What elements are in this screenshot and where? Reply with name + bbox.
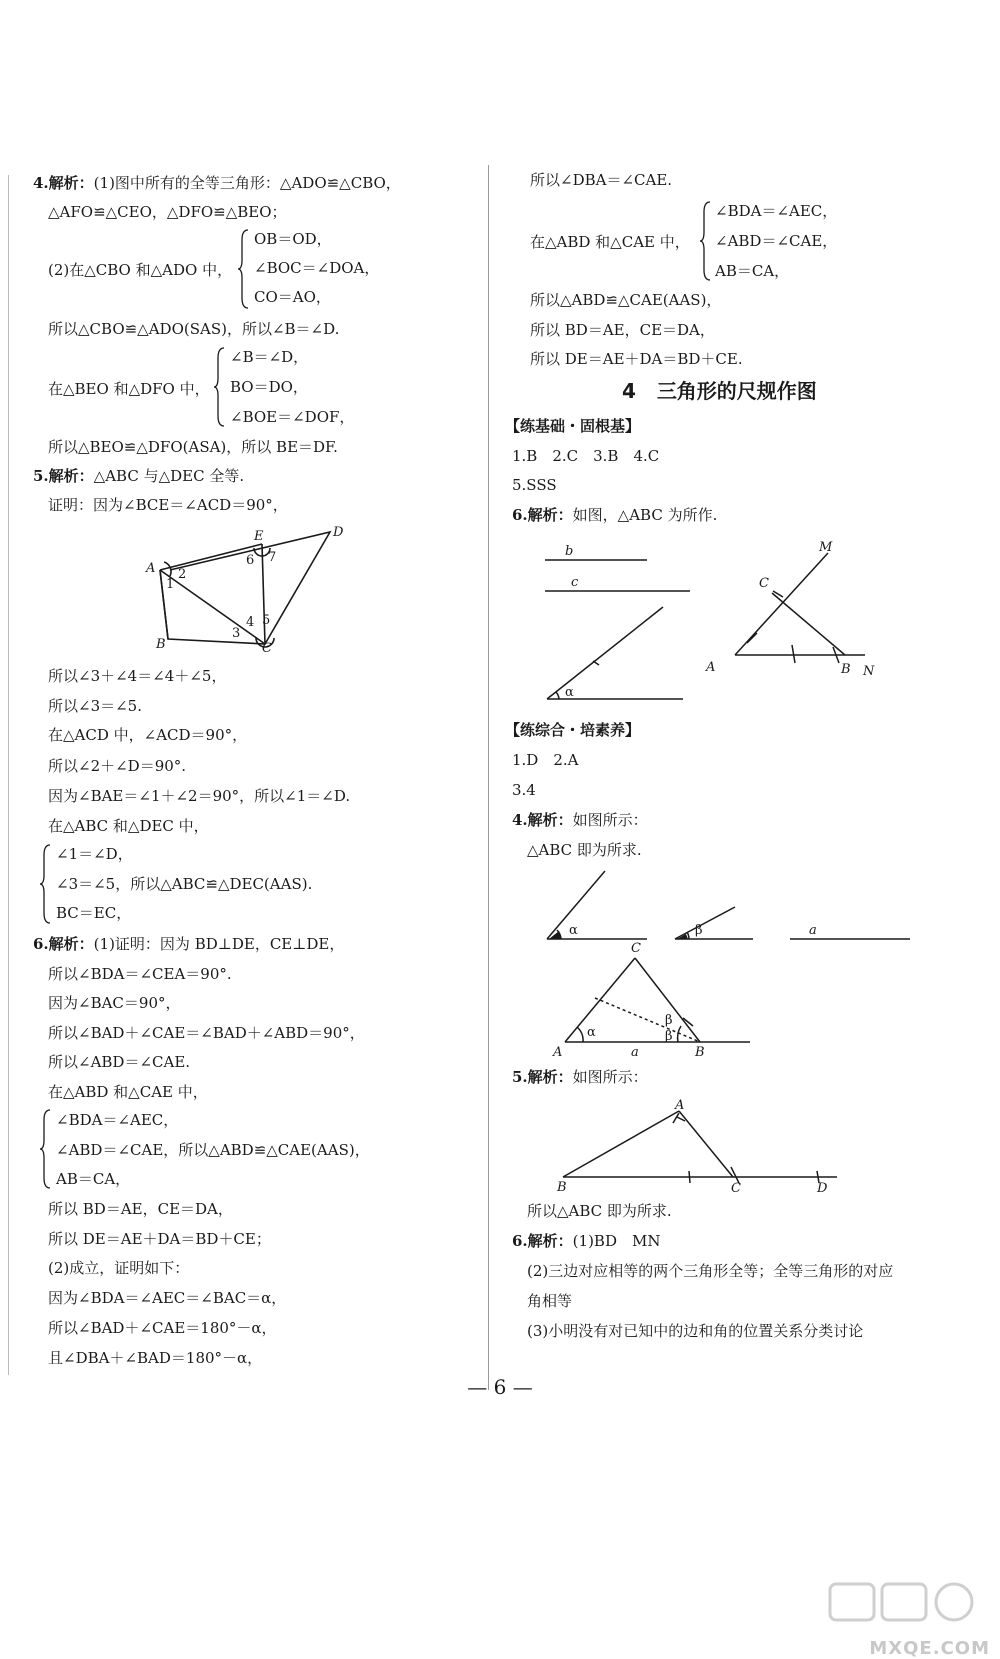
q6-head: 6.解析：	[33, 935, 94, 953]
section-heading	[622, 381, 817, 401]
q5-figure	[140, 520, 360, 660]
fig5-label-c: C	[262, 641, 272, 656]
watermark-text: MXQE.COM	[869, 1638, 990, 1659]
q5-right-line	[512, 1067, 648, 1087]
q6-text: (1)证明：因为 BD⊥DE，CE⊥DE，	[93, 935, 345, 953]
fig4-copy-alpha: α	[587, 1025, 596, 1040]
fig6-label-b2: B	[841, 662, 851, 677]
arc-mark	[792, 645, 795, 663]
q5-right-head: 5.解析：	[512, 1068, 573, 1086]
fig4-copy-beta-2: β	[665, 1029, 673, 1044]
answers-1-2: 1.D 2.A	[512, 751, 579, 769]
fig5-angle-1: 1	[166, 577, 175, 592]
fig5-label-a: A	[146, 561, 156, 576]
r-line-3: 所以△ABD≌△CAE(AAS)，	[530, 291, 722, 309]
q6b-line-1	[512, 1231, 660, 1251]
answer-5: 5.SSS	[512, 476, 557, 494]
q5-head: 5.解析：	[33, 467, 94, 485]
arc-mark	[593, 661, 599, 665]
answers-1-4: 1.B 2.C 3.B 4.C	[512, 447, 660, 465]
brace	[214, 346, 226, 428]
q4-head: 4.解析：	[33, 174, 94, 192]
fig5r-label-d: D	[817, 1181, 828, 1196]
q4-brace2-row2: BO＝DO，	[230, 378, 308, 396]
q5-line-5: 在△ACD 中，∠ACD＝90°，	[48, 726, 248, 744]
section-title: 三角形的尺规作图	[656, 379, 817, 403]
fig5-angle-5: 5	[262, 613, 271, 628]
r-brace-row1: ∠BDA＝∠AEC，	[715, 202, 838, 220]
r-line-2: 在△ABD 和△CAE 中，	[530, 233, 690, 251]
q5-line-1	[33, 466, 244, 486]
q4-right-line	[512, 810, 648, 830]
q4-right-head: 4.解析：	[512, 811, 573, 829]
q6-line-8: 所以 DE＝AE＋DA＝BD＋CE；	[48, 1230, 271, 1248]
q6-line-9: (2)成立，证明如下：	[48, 1259, 190, 1277]
q4-line-1	[33, 173, 401, 193]
q5-line-4: 所以∠3＝∠5.	[48, 697, 142, 715]
q6b-head: 6.解析：	[512, 1232, 573, 1250]
q4-line-2: △AFO≌△CEO，△DFO≌△BEO；	[48, 203, 287, 221]
q6b-line-3: 角相等	[527, 1292, 573, 1310]
segment-ec	[262, 544, 265, 644]
watermark-logo-icon	[820, 1582, 990, 1642]
q5-line-3: 所以∠3＋∠4＝∠4＋∠5，	[48, 667, 227, 685]
fig5r-label-b: B	[557, 1180, 567, 1195]
fig5-angle-2: 2	[178, 567, 187, 582]
r-brace-row3: AB＝CA，	[715, 262, 790, 280]
construction-line	[595, 998, 700, 1042]
section-number: 4	[622, 379, 636, 403]
brace	[238, 228, 250, 310]
q4-brace2-row3: ∠BOE＝∠DOF，	[230, 408, 355, 426]
q6-line-10: 因为∠BDA＝∠AEC＝∠BAC＝α，	[48, 1289, 287, 1307]
fig4-label-c: C	[631, 941, 641, 956]
arc-mark	[747, 633, 757, 643]
q4-line-5: 在△BEO 和△DFO 中，	[48, 380, 210, 398]
fig5-angle-7: 7	[268, 550, 277, 565]
q6-line-11: 所以∠BAD＋∠CAE＝180°－α，	[48, 1319, 277, 1337]
q4-right-text: 如图所示：	[572, 811, 648, 829]
fig5-angle-4: 4	[246, 615, 255, 630]
column-divider	[488, 165, 489, 1390]
q6-line-2: 所以∠BDA＝∠CEA＝90°.	[48, 965, 232, 983]
q4-line-6: 所以△BEO≌△DFO(ASA)，所以 BE＝DF.	[48, 438, 338, 456]
construction-figure-2	[535, 866, 935, 1071]
fig5-label-d: D	[333, 525, 344, 540]
q6-right-head: 6.解析：	[512, 506, 573, 524]
fig5-angle-3: 3	[232, 626, 241, 641]
q4-text: (1)图中所有的全等三角形：△ADO≌△CBO，	[93, 174, 401, 192]
q6-brace-row3: AB＝CA，	[56, 1170, 131, 1188]
answer-3: 3.4	[512, 781, 536, 799]
q5-brace-row3: BC＝EC，	[56, 904, 132, 922]
fig5r-label-c: C	[731, 1181, 741, 1196]
q4-line-3: (2)在△CBO 和△ADO 中，	[48, 261, 233, 279]
triangle-side-ac	[565, 958, 635, 1042]
fig4-copy-a: a	[631, 1045, 639, 1060]
q6-line-5: 所以∠ABD＝∠CAE.	[48, 1053, 191, 1071]
q6-line-7: 所以 BD＝AE，CE＝DA，	[48, 1200, 233, 1218]
q5-brace-row1: ∠1＝∠D，	[56, 845, 133, 863]
q4-brace1-row3: CO＝AO，	[254, 288, 331, 306]
q6b-line-2: (2)三边对应相等的两个三角形全等；全等三角形的对应	[527, 1262, 894, 1280]
q4-brace1-row2: ∠BOC＝∠DOA，	[254, 259, 380, 277]
construction-figure-3	[555, 1095, 855, 1195]
q6-brace-row2: ∠ABD＝∠CAE，所以△ABD≌△CAE(AAS)，	[56, 1141, 370, 1159]
q5-line-8: 在△ABC 和△DEC 中，	[48, 817, 209, 835]
q6-line-1	[33, 934, 344, 954]
fig5-label-b: B	[156, 637, 166, 652]
fig6-label-m: M	[819, 540, 833, 555]
q6-right-text: 如图，△ABC 为所作.	[572, 506, 718, 524]
q4-brace1-row1: OB＝OD，	[254, 230, 332, 248]
q5-line-2: 证明：因为∠BCE＝∠ACD＝90°，	[48, 496, 288, 514]
side-ac	[679, 1111, 733, 1177]
brace	[700, 200, 712, 282]
q5-right-line-2: 所以△ABC 即为所求.	[527, 1202, 672, 1220]
fig6-label-c2: C	[759, 576, 769, 591]
r-line-4: 所以 BD＝AE，CE＝DA，	[530, 321, 715, 339]
tag-basic: 【练基础・固根基】	[505, 417, 641, 435]
fig6-label-a: A	[706, 660, 716, 675]
fig4-label-alpha: α	[569, 923, 578, 938]
brace	[40, 1108, 52, 1190]
q4-brace2-row1: ∠B＝∠D，	[230, 348, 309, 366]
alpha-arc-copy	[577, 1027, 583, 1042]
fig4-label-beta: β	[695, 923, 703, 938]
q6-line-3: 因为∠BAC＝90°，	[48, 994, 181, 1012]
fig4-label-a-vertex: A	[553, 1045, 563, 1060]
q6-brace-row1: ∠BDA＝∠AEC，	[56, 1111, 179, 1129]
watermark	[820, 1582, 990, 1659]
fig5-angle-6: 6	[246, 553, 255, 568]
fig4-copy-beta-1: β	[665, 1013, 673, 1028]
fig5r-label-a: A	[675, 1098, 685, 1113]
tag-comprehensive: 【练综合・培素养】	[505, 721, 641, 739]
segment-cb	[772, 593, 845, 655]
page-number: — 6 —	[467, 1375, 533, 1399]
q6-line-4: 所以∠BAD＋∠CAE＝∠BAD＋∠ABD＝90°，	[48, 1024, 365, 1042]
fig6-label-n: N	[863, 664, 875, 679]
q5-brace-row2: ∠3＝∠5，所以△ABC≌△DEC(AAS).	[56, 875, 313, 893]
q6b-line-4: (3)小明没有对已知中的边和角的位置关系分类讨论	[527, 1322, 864, 1340]
q5-right-text: 如图所示：	[572, 1068, 648, 1086]
q4-right-line-2: △ABC 即为所求.	[527, 841, 642, 859]
angle-arc-alpha	[556, 692, 559, 699]
side-ba	[563, 1111, 679, 1177]
r-brace-row2: ∠ABD＝∠CAE，	[715, 232, 838, 250]
fig6-label-alpha: α	[565, 685, 574, 700]
arc-mark	[689, 1171, 690, 1183]
q6-line-6: 在△ABD 和△CAE 中，	[48, 1083, 208, 1101]
brace	[40, 843, 52, 925]
left-margin-rule	[8, 175, 9, 1375]
r-line-1: 所以∠DBA＝∠CAE.	[530, 171, 673, 189]
q6b-text: (1)BD MN	[572, 1232, 661, 1250]
construction-figure-1	[535, 535, 925, 715]
r-line-5: 所以 DE＝AE＋DA＝BD＋CE.	[530, 350, 743, 368]
q4-line-4: 所以△CBO≌△ADO(SAS)，所以∠B＝∠D.	[48, 320, 340, 338]
fig6-label-b: b	[565, 544, 574, 559]
fig4-label-a: a	[809, 923, 817, 938]
given-beta-ray	[675, 907, 735, 939]
q5-line-7: 因为∠BAE＝∠1＋∠2＝90°，所以∠1＝∠D.	[48, 787, 351, 805]
fig6-label-c: c	[571, 575, 579, 590]
q6-right-line	[512, 505, 717, 525]
fig4-label-b: B	[695, 1045, 705, 1060]
ray-am	[735, 553, 828, 655]
q5-line-6: 所以∠2＋∠D＝90°.	[48, 757, 187, 775]
segment-ac	[160, 570, 265, 644]
q6-line-12: 且∠DBA＋∠BAD＝180°－α，	[48, 1349, 263, 1367]
q5-text: △ABC 与△DEC 全等.	[93, 467, 245, 485]
fig5-label-e: E	[254, 529, 264, 544]
